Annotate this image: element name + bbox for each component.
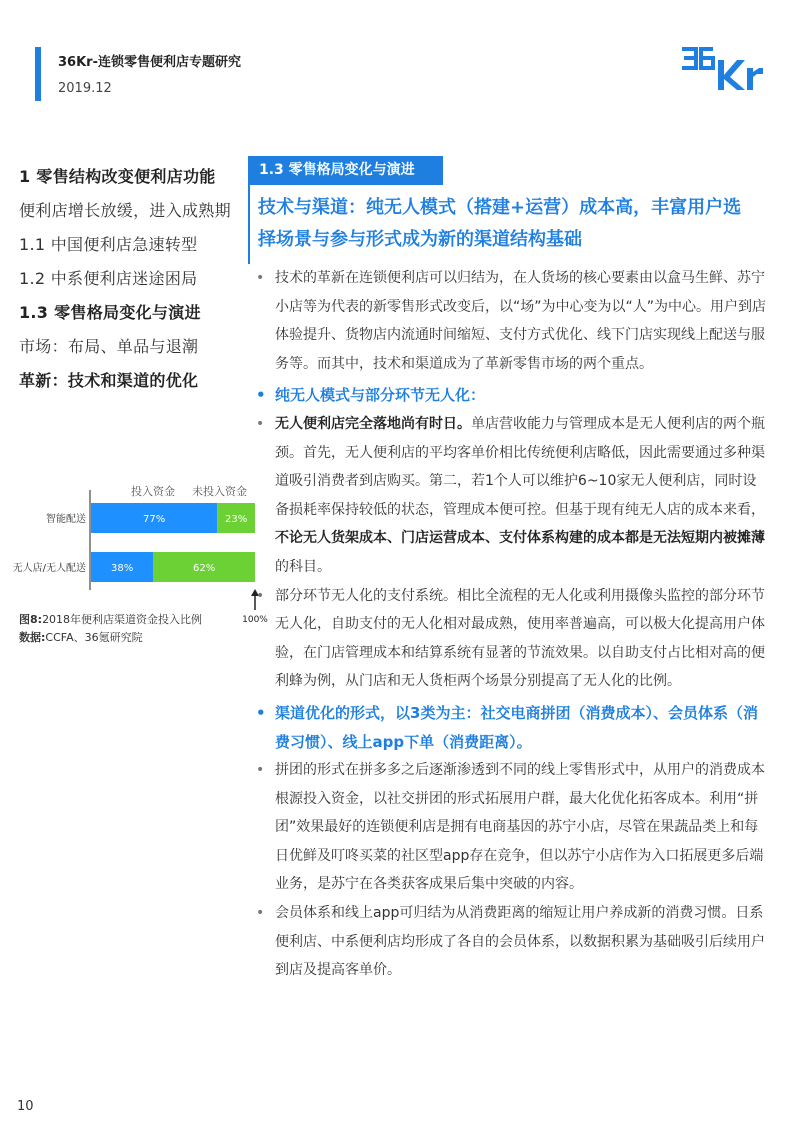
- paragraph-text: 技术的革新在连锁便利店可以归结为，在人货场的核心要素由以盒马生鲜、苏宁小店等为代表的新零售形式改变后，以“场”为中心变为以“人”为中心。用户到店体验提升、货物店内流通时间缩短、支付方式优化、线下门店实现线上配送与服务等。而其中，技术和渠道成为了革新零售市场的两个重点。: [275, 270, 767, 372]
- source-label: 数据:: [19, 631, 46, 644]
- paragraph-text: 单店营收能力与管理成本是无人便利店的两个瓶颈。首先，无人便利店的平均客单价相比传统便利店略低，因此需要通过多种渠道吸引消费者到店购买。第二，若1个人可以维护6~10家无人便利店，同时设备损耗率保持较低的状态，管理成本便可控。但基于现有纯无人店的成本来看，: [275, 415, 765, 518]
- subheading: [256, 381, 766, 410]
- figure-label: 图8:: [19, 613, 43, 626]
- section-headline: 技术与渠道：纯无人模式（搭建+运营）成本高，丰富用户选择场景与参与形式成为新的渠道结构基础: [258, 197, 742, 250]
- paragraph: [256, 582, 766, 696]
- legend-not-invested: 未投入资金: [192, 485, 247, 498]
- toc-item-maturity[interactable]: 便利店增长放缓，进入成熟期: [19, 201, 231, 220]
- figure-caption: [19, 611, 202, 627]
- toc-item-innovation[interactable]: 革新：技术和渠道的优化: [19, 371, 199, 390]
- bullet-icon: •: [256, 587, 265, 604]
- data-label: 23%: [225, 514, 248, 525]
- paragraph-text: 的科目。: [275, 558, 331, 575]
- emphasis-text: 不论无人货架成本、门店运营成本、支付体系构建的成本都是无法短期内被摊薄: [275, 530, 765, 547]
- bullet-icon: •: [256, 415, 265, 432]
- data-label: 77%: [143, 514, 166, 525]
- toc-item-1-2[interactable]: 1.2 中系便利店迷途困局: [19, 269, 198, 288]
- toc-item-1[interactable]: 1 零售结构改变便利店功能: [19, 167, 216, 186]
- paragraph: [256, 756, 766, 899]
- toc-item-1-3[interactable]: 1.3 零售格局变化与演进: [19, 303, 201, 322]
- toc-item-1-1[interactable]: 1.1 中国便利店急速转型: [19, 235, 198, 254]
- page-number: 10: [17, 1099, 34, 1114]
- category-label: 无人店/无人配送: [12, 563, 86, 574]
- bullet-icon: •: [256, 762, 265, 779]
- bullet-icon: •: [256, 386, 266, 405]
- paragraph: [256, 264, 766, 378]
- subheading-text: 渠道优化的形式，以3类为主：社交电商拼团（消费成本）、会员体系（消费习惯）、线上app下单（消费距离）。: [275, 703, 758, 751]
- article-body: [256, 264, 766, 985]
- report-date: 2019.12: [58, 81, 112, 96]
- paragraph: [256, 410, 766, 582]
- paragraph-text: 拼团的形式在拼多多之后逐渐渗透到不同的线上零售形式中，从用户的消费成本根源投入资金，以社交拼团的形式拓展用户群，最大化优化拓客成本。利用“拼团”效果最好的连锁便利店是拥有电商基因的苏宁小店，尽管在果蔬品类上和每日优鲜及叮咚买菜的社区型app存在竞争，但以苏宁小店作为入口拓展更多后端业务，是苏宁在各类获客成果后集中突破的内容。: [275, 762, 765, 893]
- figure-title: 2018年便利店渠道资金投入比例: [42, 613, 203, 626]
- chart-plot: [0, 478, 270, 628]
- subheading-text: 纯无人模式与部分环节无人化：: [275, 386, 486, 405]
- bullet-icon: •: [256, 905, 265, 922]
- header-accent-bar: [35, 47, 41, 101]
- paragraph: [256, 899, 766, 985]
- toc-item-market[interactable]: 市场：布局、单品与退潮: [19, 337, 199, 356]
- end-marker-label: 100%: [242, 615, 268, 625]
- 36kr-logo: [681, 44, 763, 92]
- data-label: 62%: [193, 563, 216, 574]
- channel-investment-chart: [0, 478, 270, 628]
- toc-nav: [19, 160, 249, 398]
- emphasis-text: 无人便利店完全落地尚有时日。: [275, 415, 471, 432]
- category-label: 智能配送: [46, 514, 86, 525]
- data-label: 38%: [111, 563, 134, 574]
- bullet-icon: •: [256, 703, 266, 722]
- legend-invested: 投入资金: [131, 485, 175, 498]
- paragraph-text: 会员体系和线上app可归结为从消费距离的缩短让用户养成新的消费习惯。日系便利店、中系便利店均形成了各自的会员体系，以数据积累为基础吸引后续用户到店及提高客单价。: [275, 905, 765, 979]
- section-tag: 1.3 零售格局变化与演进: [250, 156, 443, 185]
- paragraph-text: 部分环节无人化的支付系统。相比全流程的无人化或利用摄像头监控的部分环节无人化，自助支付的无人化相对最成熟，使用率普遍高，可以极大化提高用户体验，在门店管理成本和结算系统有显著的节流效果。以自助支付占比相对高的便利蜂为例，从门店和无人货柜两个场景分别提高了无人化的比例。: [275, 587, 765, 690]
- bullet-icon: •: [256, 270, 265, 286]
- report-title: 36Kr-连锁零售便利店专题研究: [58, 55, 241, 70]
- subheading: [256, 699, 766, 756]
- source-text: CCFA、36氪研究院: [45, 631, 143, 644]
- data-source: [19, 629, 143, 645]
